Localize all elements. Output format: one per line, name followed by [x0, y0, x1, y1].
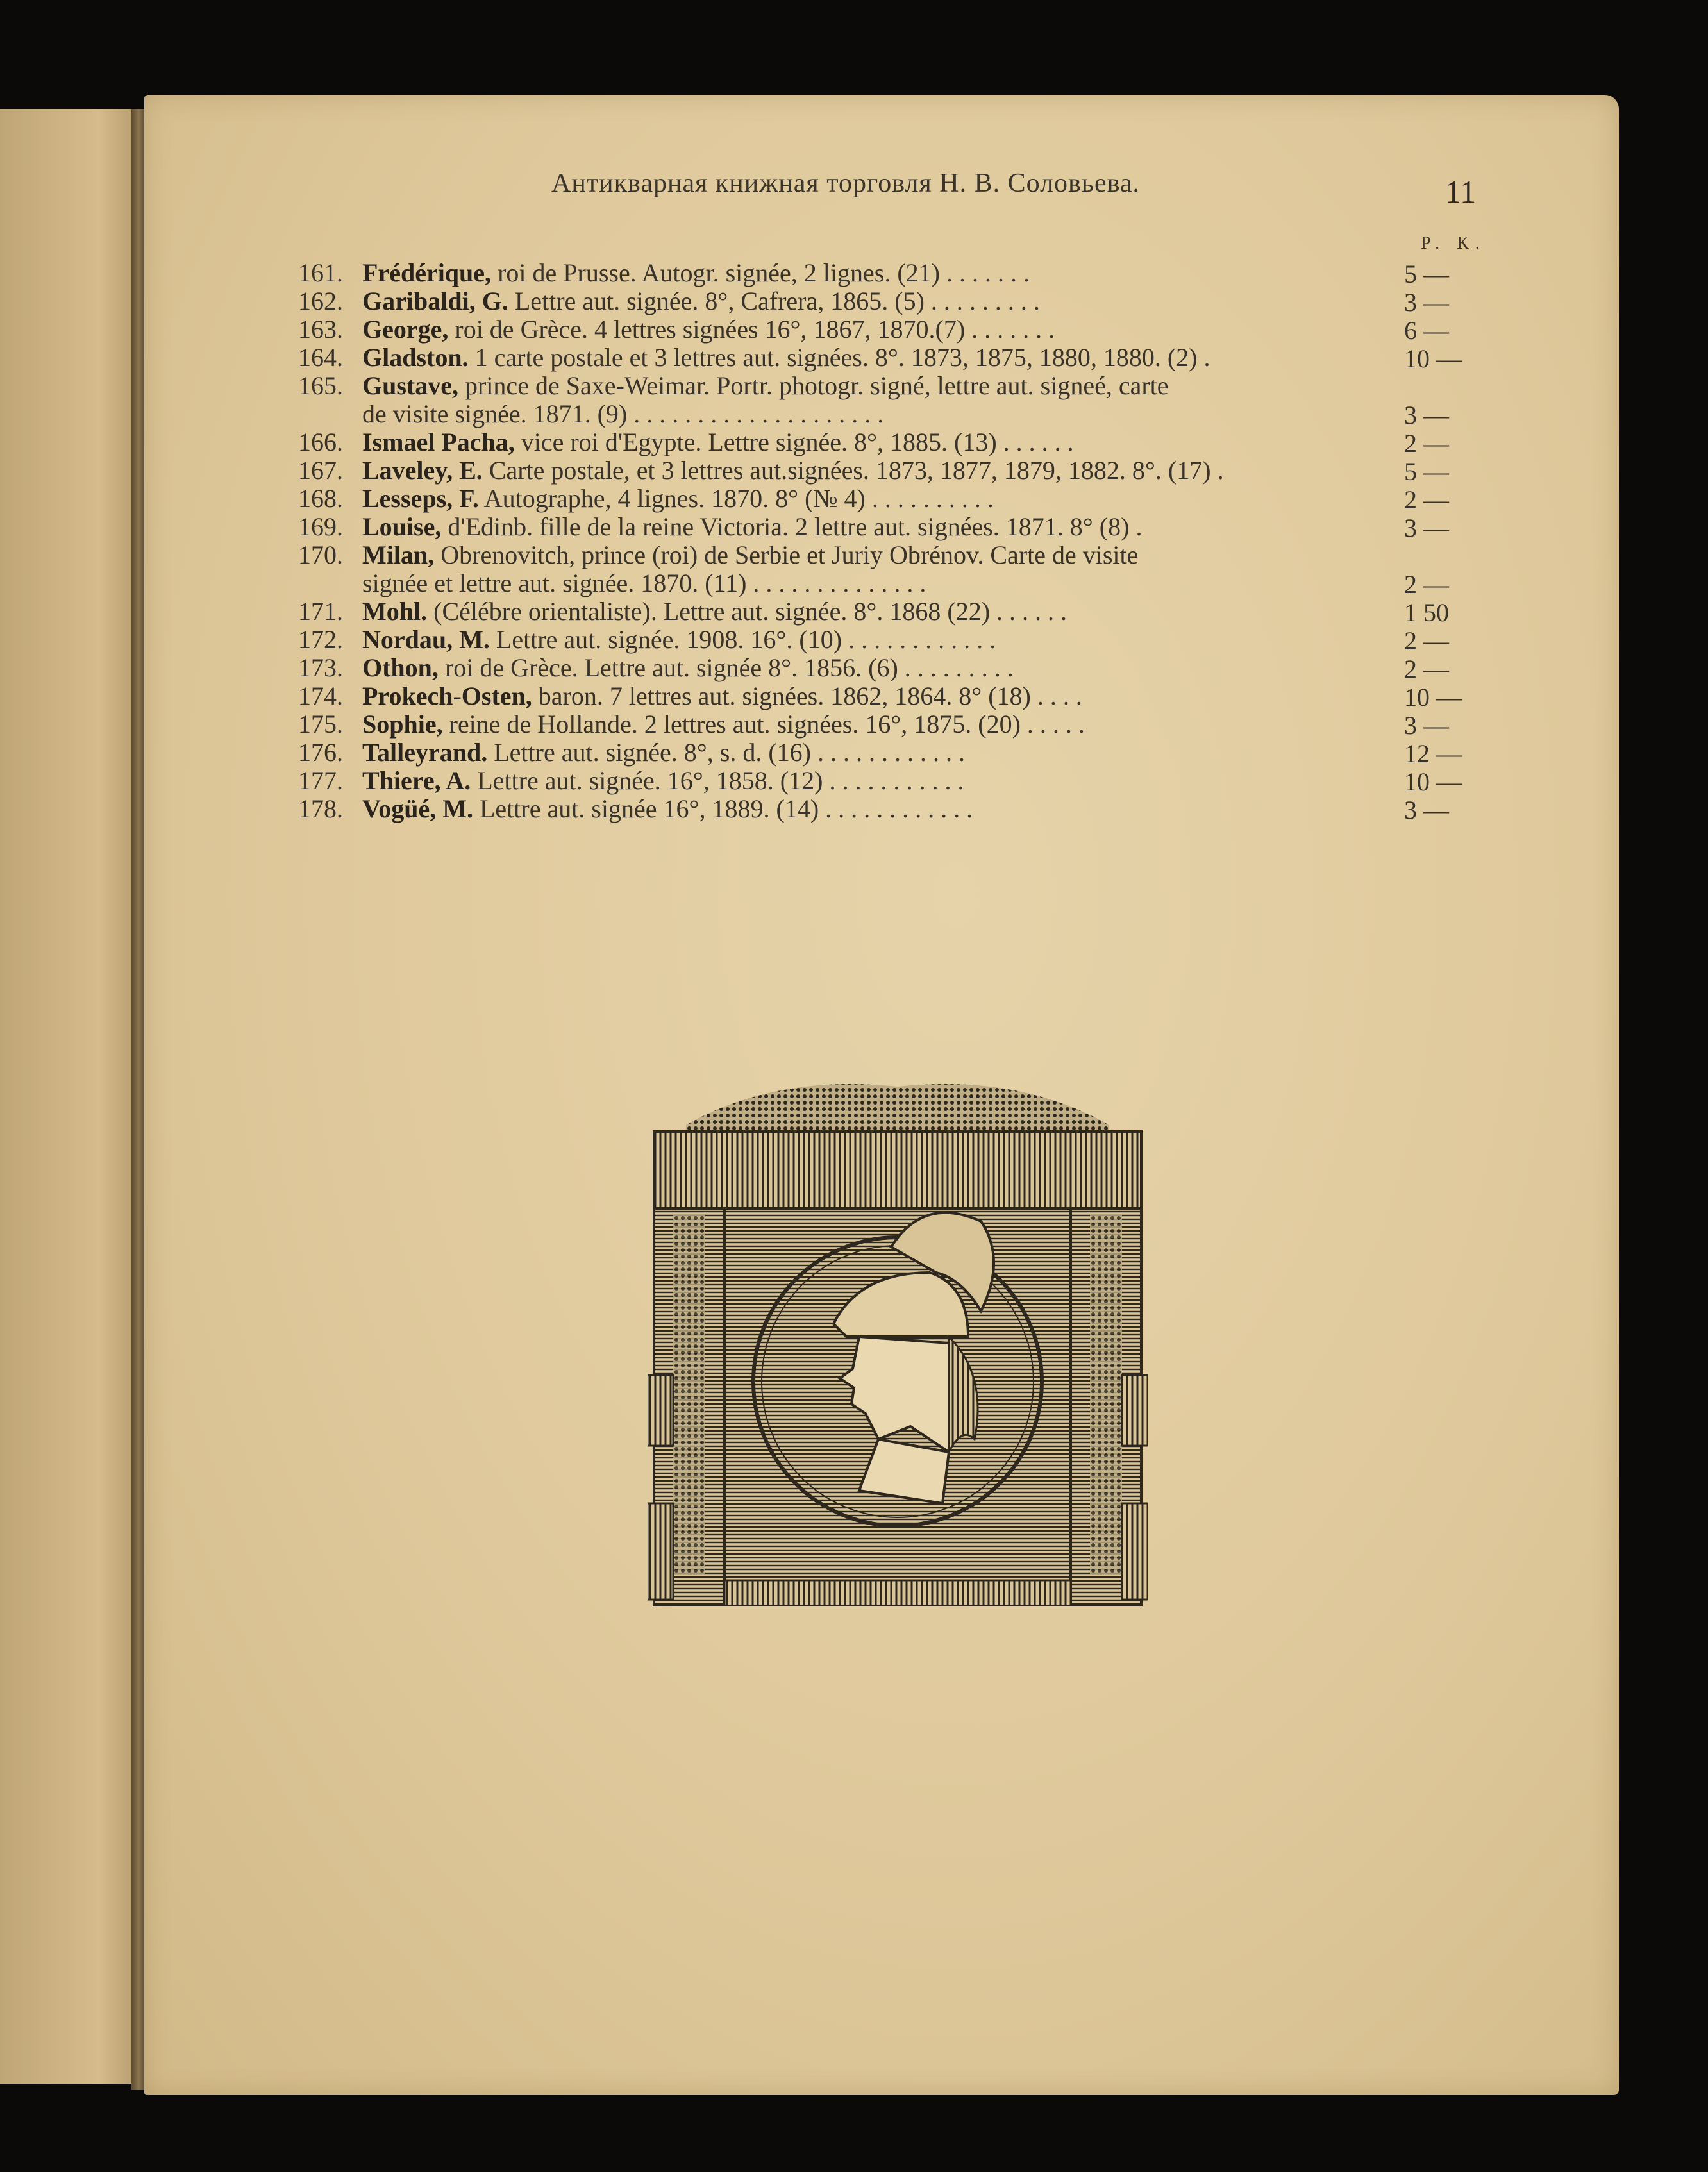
entry-number: 164.	[298, 343, 343, 372]
entry-price: 1 50	[1404, 598, 1449, 627]
helmeted-profile-medallion-icon	[648, 1067, 1148, 1606]
entry-price: 2 —	[1404, 485, 1449, 514]
entry-name: Nordau, M.	[362, 626, 490, 654]
catalogue-entry	[298, 513, 1388, 541]
entry-price: 3 —	[1404, 514, 1449, 542]
catalogue-entry	[298, 739, 1388, 767]
catalogue-list	[298, 259, 1388, 823]
entry-name: Louise,	[362, 513, 442, 541]
entry-price: 2 —	[1404, 626, 1449, 655]
entry-name: Othon,	[362, 654, 439, 682]
left-page-edge	[0, 109, 141, 2084]
entry-price: 3 —	[1404, 796, 1449, 824]
catalogue-entry	[298, 485, 1388, 513]
entry-text	[362, 513, 1388, 541]
entry-number: 176.	[298, 738, 343, 767]
entry-description: Autographe, 4 lignes. 1870. 8° (№ 4) . . . . . . . . . .	[478, 485, 994, 513]
entry-text	[362, 456, 1388, 485]
entry-number: 178.	[298, 794, 343, 823]
entry-name: George,	[362, 315, 449, 344]
catalogue-entry	[298, 654, 1388, 682]
entry-description: Lettre aut. signée. 1908. 16°. (10) . . . . . . . . . . . .	[489, 626, 996, 654]
entry-description: roi de Grèce. 4 lettres signées 16°, 1867, 1870.(7) . . . . . . .	[448, 315, 1055, 344]
catalogue-entry	[298, 315, 1388, 344]
entry-number: 169.	[298, 512, 343, 541]
catalogue-entry	[298, 795, 1388, 823]
entry-name: Vogüé, M.	[362, 795, 473, 823]
entry-description: 1 carte postale et 3 lettres aut. signées. 8°. 1873, 1875, 1880, 1880. (2) .	[468, 344, 1210, 372]
entry-number: 168.	[298, 484, 343, 513]
entry-price: 5 —	[1404, 457, 1449, 486]
entry-price: 12 —	[1404, 739, 1462, 768]
entry-number: 167.	[298, 456, 343, 485]
entry-number: 171.	[298, 597, 343, 626]
catalogue-entry	[298, 259, 1388, 287]
entry-description: prince de Saxe-Weimar. Portr. photogr. signé, lettre aut. signeé, carte	[458, 372, 1169, 400]
entry-description: roi de Prusse. Autogr. signée, 2 lignes. (21) . . . . . . .	[491, 259, 1030, 287]
entry-text	[362, 654, 1388, 682]
entry-price: 2 —	[1404, 570, 1449, 599]
entry-text	[362, 315, 1388, 344]
entry-number: 175.	[298, 710, 343, 739]
entry-text	[362, 259, 1388, 287]
entry-description: reine de Hollande. 2 lettres aut. signées. 16°, 1875. (20) . . . . .	[442, 710, 1085, 739]
entry-number: 161.	[298, 258, 343, 287]
entry-continuation: signée et lettre aut. signée. 1870. (11) . . . . . . . . . . . . . .	[362, 569, 926, 597]
entry-description: Lettre aut. signée. 16°, 1858. (12) . . . . . . . . . . .	[471, 767, 964, 795]
entry-name: Gustave,	[362, 372, 458, 400]
entry-continuation: de visite signée. 1871. (9) . . . . . . . . . . . . . . . . . . . .	[362, 400, 884, 428]
entry-text	[362, 795, 1388, 823]
entry-text	[362, 287, 1388, 315]
entry-description: Carte postale, et 3 lettres aut.signées. 1873, 1877, 1879, 1882. 8°. (17) .	[482, 456, 1224, 485]
entry-price: 3 —	[1404, 401, 1449, 430]
entry-price: 3 —	[1404, 288, 1449, 317]
entry-text	[362, 428, 1388, 456]
entry-text	[362, 739, 1388, 767]
entry-description: baron. 7 lettres aut. signées. 1862, 1864. 8° (18) . . . .	[532, 682, 1082, 710]
entry-number: 163.	[298, 315, 343, 344]
entry-price: 10 —	[1404, 683, 1462, 712]
entry-description: (Célébre orientaliste). Lettre aut. signée. 8°. 1868 (22) . . . . . .	[427, 597, 1068, 626]
entry-description: Lettre aut. signée 16°, 1889. (14) . . . . . . . . . . . .	[473, 795, 973, 823]
entry-name: Prokech-Osten,	[362, 682, 532, 710]
entry-name: Talleyrand.	[362, 739, 488, 767]
entry-description: Obrenovitch, prince (roi) de Serbie et Juriy Obrénov. Carte de visite	[434, 541, 1139, 569]
entry-price: 10 —	[1404, 344, 1462, 373]
entry-name: Laveley, E.	[362, 456, 483, 485]
page-header: Антикварная книжная торговля Н. В. Соловьева.	[551, 169, 1141, 198]
page-number: 11	[1445, 174, 1477, 210]
entry-number: 162.	[298, 287, 343, 315]
entry-text	[362, 541, 1388, 569]
entry-text	[362, 597, 1388, 626]
entry-description: d'Edinb. fille de la reine Victoria. 2 lettre aut. signées. 1871. 8° (8) .	[441, 513, 1143, 541]
entry-text	[362, 767, 1388, 795]
entry-text	[362, 485, 1388, 513]
entry-text	[362, 682, 1388, 710]
entry-price: 2 —	[1404, 655, 1449, 683]
entry-description: vice roi d'Egypte. Lettre signée. 8°, 1885. (13) . . . . . .	[514, 428, 1074, 456]
entry-description: roi de Grèce. Lettre aut. signée 8°. 1856. (6) . . . . . . . . .	[438, 654, 1014, 682]
catalogue-entry	[298, 344, 1388, 372]
catalogue-entry	[298, 372, 1388, 400]
entry-price: 5 —	[1404, 260, 1449, 288]
catalogue-entry	[298, 456, 1388, 485]
entry-name: Gladston.	[362, 344, 469, 372]
catalogue-entry	[298, 626, 1388, 654]
entry-name: Lesseps, F.	[362, 485, 479, 513]
entry-price: 6 —	[1404, 316, 1449, 345]
entry-description: Lettre aut. signée. 8°, Cafrera, 1865. (5) . . . . . . . . .	[508, 287, 1040, 315]
currency-labels: Р. К.	[1421, 233, 1486, 253]
catalogue-entry	[298, 767, 1388, 795]
entry-number: 165.	[298, 371, 343, 400]
entry-name: Ismael Pacha,	[362, 428, 515, 456]
entry-number: 174.	[298, 681, 343, 710]
entry-text	[362, 710, 1388, 739]
catalogue-entry	[298, 682, 1388, 710]
entry-name: Sophie,	[362, 710, 443, 739]
entry-number: 166.	[298, 428, 343, 456]
entry-number: 170.	[298, 540, 343, 569]
entry-name: Milan,	[362, 541, 435, 569]
entry-text	[362, 372, 1388, 400]
entry-number: 177.	[298, 766, 343, 795]
entry-number: 172.	[298, 625, 343, 654]
catalogue-entry	[298, 287, 1388, 315]
entry-number: 173.	[298, 653, 343, 682]
catalogue-entry	[298, 597, 1388, 626]
entry-name: Frédérique,	[362, 259, 492, 287]
catalogue-entry	[298, 710, 1388, 739]
entry-price: 2 —	[1404, 429, 1449, 458]
entry-name: Garibaldi, G.	[362, 287, 508, 315]
entry-price: 10 —	[1404, 767, 1462, 796]
entry-description: Lettre aut. signée. 8°, s. d. (16) . . . . . . . . . . . .	[487, 739, 965, 767]
entry-name: Mohl.	[362, 597, 428, 626]
catalogue-entry	[298, 541, 1388, 569]
catalogue-entry	[298, 428, 1388, 456]
entry-price: 3 —	[1404, 711, 1449, 740]
entry-name: Thiere, A.	[362, 767, 471, 795]
entry-text	[362, 626, 1388, 654]
entry-text	[362, 344, 1388, 372]
